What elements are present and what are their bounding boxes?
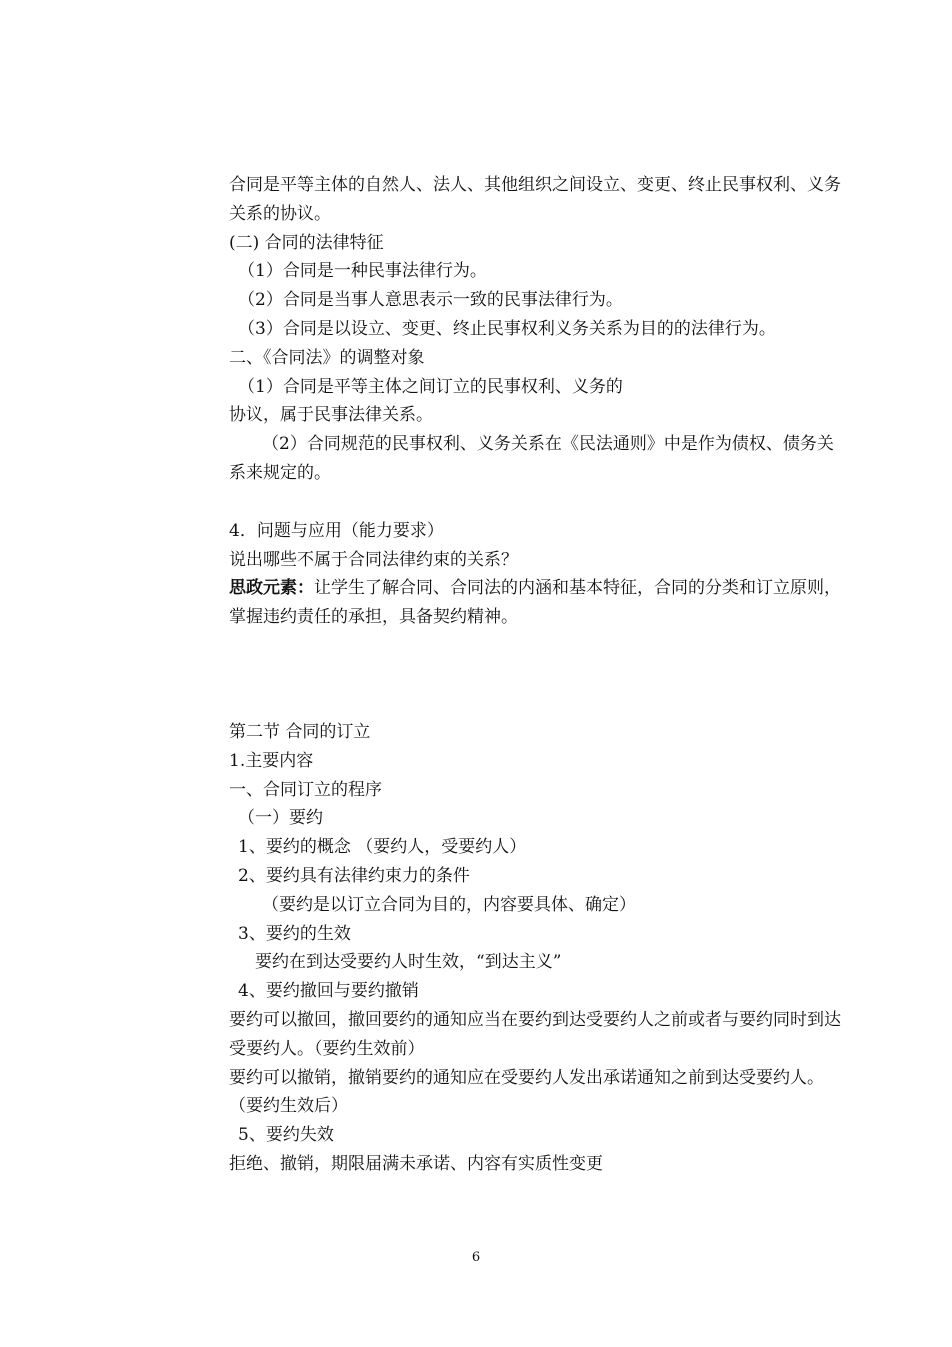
offer-item-5: 5、要约失效 [238, 1125, 334, 1146]
offer-item-5-note: 拒绝、撤销，期限届满未承诺、内容有实质性变更 [229, 1153, 603, 1174]
offer-item-3-note: 要约在到达受要约人时生效，“到达主义” [255, 952, 562, 973]
offer-item-3: 3、要约的生效 [238, 923, 351, 944]
ideology-label: 思政元素： [229, 578, 314, 599]
feature-item-1: （1）合同是一种民事法律行为。 [238, 261, 487, 282]
contract-definition: 合同是平等主体的自然人、法人、其他组织之间设立、变更、终止民事权利、义务关系的协议。 [229, 175, 841, 224]
procedure-heading: 一、合同订立的程序 [229, 779, 382, 800]
application-question: 说出哪些不属于合同法律约束的关系？ [229, 549, 518, 570]
feature-item-3: （3）合同是以设立、变更、终止民事权利义务关系为目的的法律行为。 [238, 318, 776, 339]
page-number: 6 [471, 1250, 481, 1265]
spacer [229, 488, 841, 517]
scope-item-1-line-2: 协议，属于民事法律关系。 [229, 405, 433, 426]
page-content [229, 171, 841, 1179]
section-2-title: 第二节 合同的订立 [229, 721, 371, 742]
offer-item-4: 4、要约撤回与要约撤销 [238, 981, 419, 1002]
offer-item-1: 1、要约的概念 （要约人，受要约人） [238, 837, 527, 858]
application-heading: 4．问题与应用（能力要求） [229, 520, 444, 541]
ideology-text: 让学生了解合同、合同法的内涵和基本特征，合同的分类和订立原则，掌握违约责任的承担，具备契约精神。 [229, 578, 841, 628]
offer-revoke-text: 要约可以撤销，撤销要约的通知应在受要约人发出承诺通知之前到达受要约人。（要约生效后） [229, 1067, 824, 1117]
offer-withdraw-text: 要约可以撤回，撤回要约的通知应当在要约到达受要约人之前或者与要约同时到达受要约人。（要约生效前） [229, 1009, 841, 1059]
offer-item-2-note: （要约是以订立合同为目的，内容要具体、确定） [262, 894, 636, 915]
scope-item-1-line-1: （1）合同是平等主体之间订立的民事权利、义务的 [238, 376, 623, 397]
spacer [229, 632, 841, 718]
feature-item-2: （2）合同是当事人意思表示一致的民事法律行为。 [238, 290, 623, 311]
offer-item-2: 2、要约具有法律约束力的条件 [238, 865, 470, 886]
offer-heading: （一）要约 [238, 808, 323, 829]
main-content-heading: 1.主要内容 [229, 750, 314, 771]
ideology-paragraph [229, 574, 841, 632]
legal-features-heading: (二) 合同的法律特征 [229, 232, 384, 253]
scope-item-2: （2）合同规范的民事权利、义务关系在《民法通则》中是作为债权、债务关系来规定的。 [229, 434, 834, 483]
scope-heading: 二、《合同法》的调整对象 [229, 347, 425, 368]
